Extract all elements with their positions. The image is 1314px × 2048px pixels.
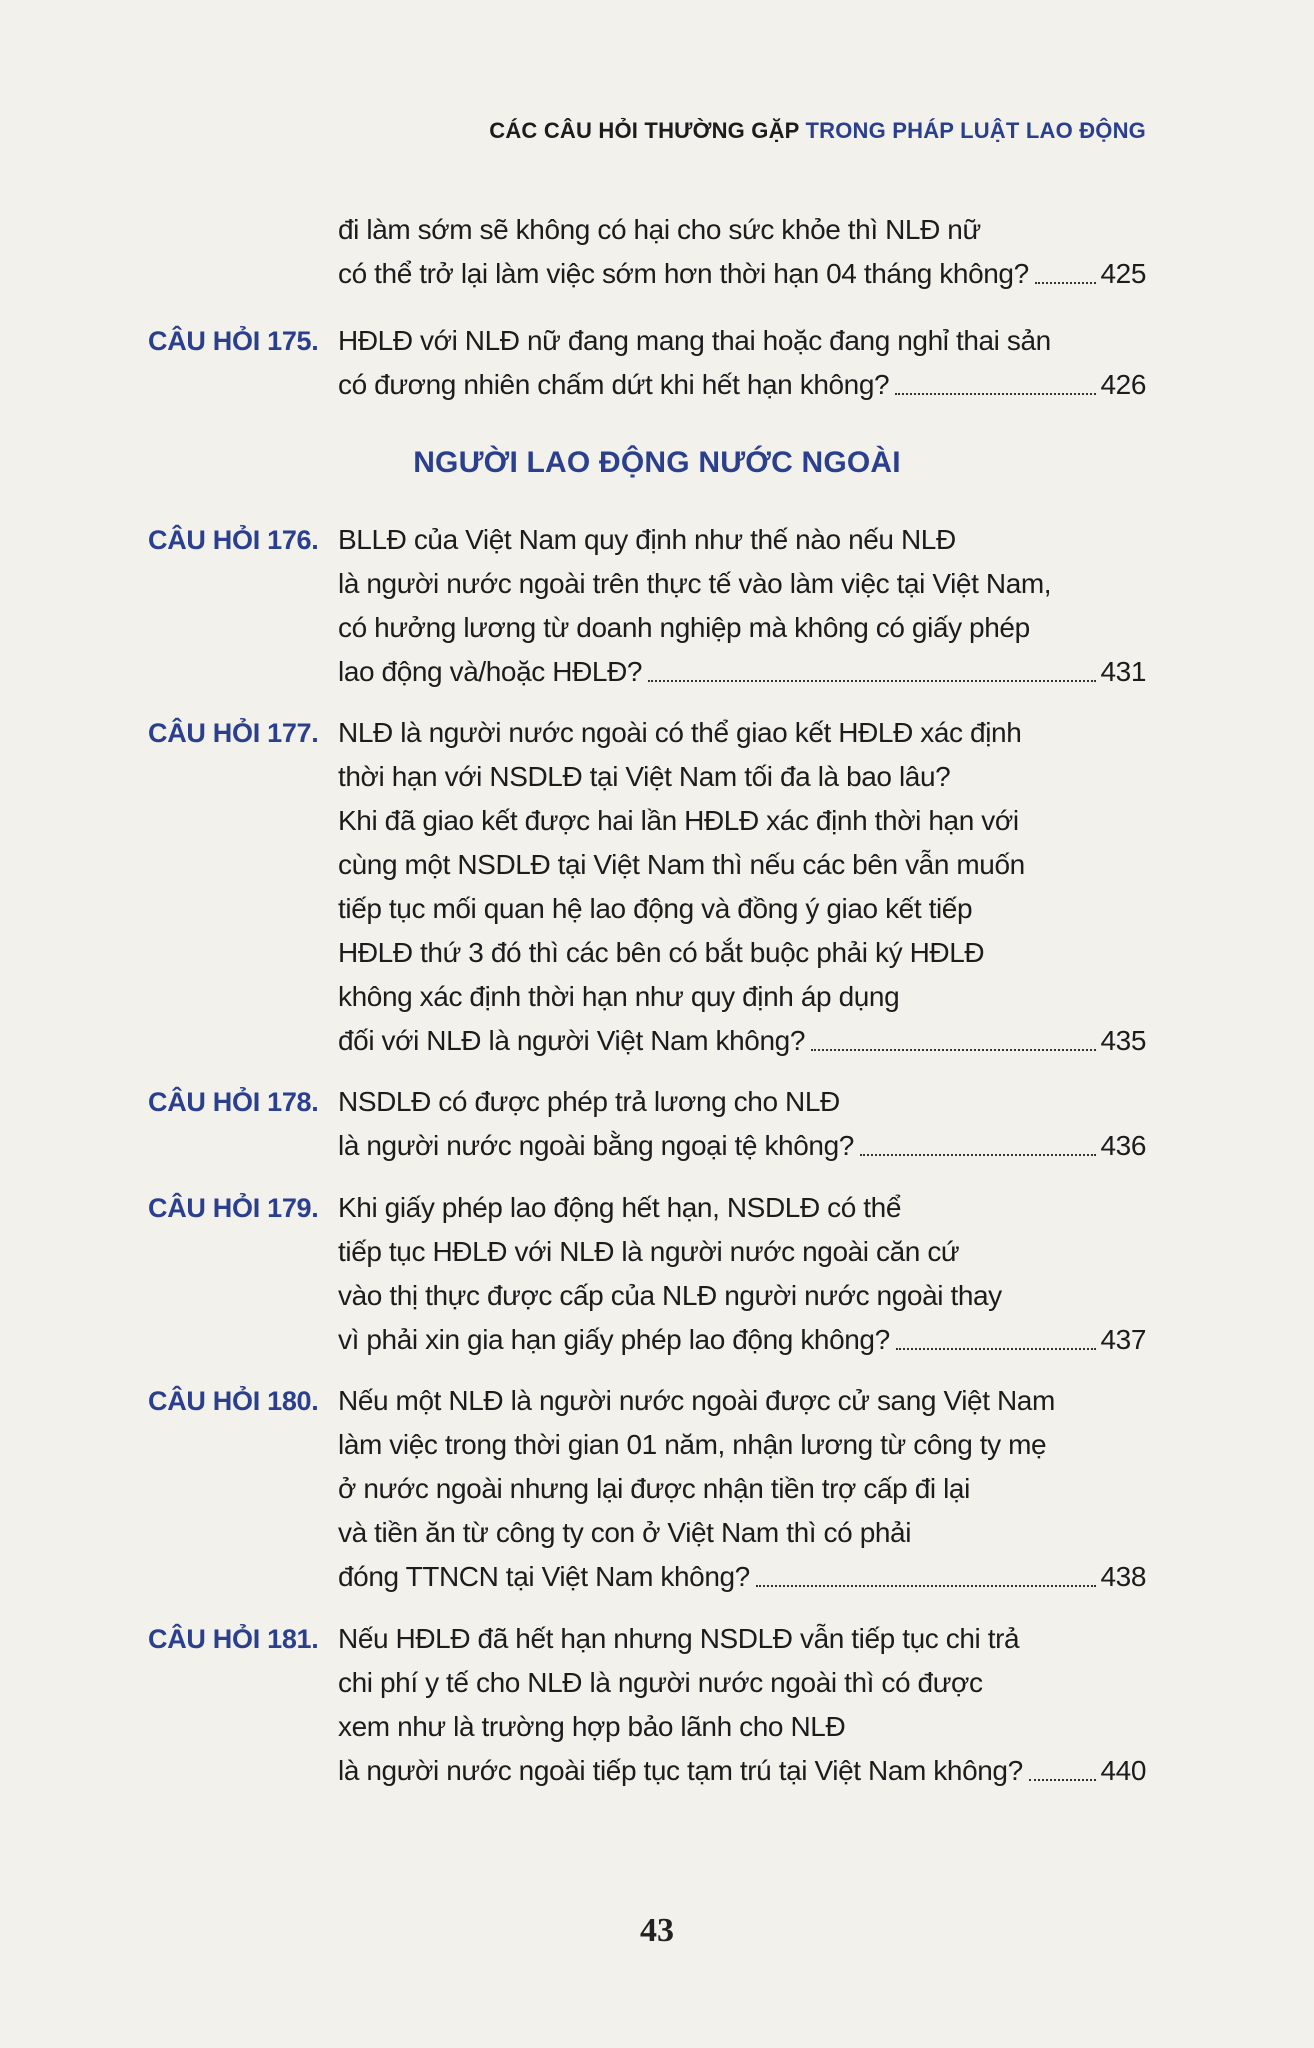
question-line: xem như là trường hợp bảo lãnh cho NLĐ [338,1711,846,1742]
running-header-part2: TRONG PHÁP LUẬT LAO ĐỘNG [805,118,1146,143]
dot-leader [648,650,1096,682]
question-line: NLĐ là người nước ngoài có thể giao kết HĐLĐ xác định [338,717,1022,748]
question-line: BLLĐ của Việt Nam quy định như thế nào nếu NLĐ [338,524,956,555]
question-line: vào thị thực được cấp của NLĐ người nước ngoài thay [338,1280,1002,1311]
dot-leader [756,1555,1097,1587]
question-line: NSDLĐ có được phép trả lương cho NLĐ [338,1086,840,1117]
dot-leader [811,1019,1096,1051]
question-text [338,1080,1146,1168]
question-line: có thể trở lại làm việc sớm hơn thời hạn 04 tháng không? [338,258,1029,289]
question-line: chi phí y tế cho NLĐ là người nước ngoài thì có được [338,1667,983,1698]
question-last-line [338,1749,1146,1793]
question-line: và tiền ăn từ công ty con ở Việt Nam thì có phải [338,1517,912,1548]
question-label: CÂU HỎI 179. [148,1193,319,1223]
question-line: là người nước ngoài bằng ngoại tệ không? [338,1130,854,1161]
question-line: có hưởng lương từ doanh nghiệp mà không có giấy phép [338,612,1030,643]
page-ref: 426 [1100,369,1146,400]
question-line: đối với NLĐ là người Việt Nam không? [338,1025,806,1056]
question-line: làm việc trong thời gian 01 năm, nhận lương từ công ty mẹ [338,1429,1047,1460]
question-text [338,1379,1146,1599]
question-line: ở nước ngoài nhưng lại được nhận tiền trợ cấp đi lại [338,1473,970,1504]
question-last-line [338,252,1146,296]
question-line: Nếu một NLĐ là người nước ngoài được cử sang Việt Nam [338,1385,1055,1416]
question-last-line [338,1555,1146,1599]
dot-leader [1035,252,1097,284]
question-label: CÂU HỎI 175. [148,326,319,356]
question-line: Khi giấy phép lao động hết hạn, NSDLĐ có thể [338,1192,902,1223]
question-label: CÂU HỎI 177. [148,718,319,748]
dot-leader [860,1124,1097,1156]
question-text [338,711,1146,1063]
question-line: cùng một NSDLĐ tại Việt Nam thì nếu các bên vẫn muốn [338,849,1025,880]
dot-leader [895,363,1096,395]
question-last-line [338,1318,1146,1362]
page-ref: 440 [1100,1755,1146,1786]
question-line: không xác định thời hạn như quy định áp dụng [338,981,900,1012]
question-text [338,518,1146,694]
section-heading: NGƯỜI LAO ĐỘNG NƯỚC NGOÀI [413,446,901,479]
question-last-line [338,363,1146,407]
page-number: 43 [640,1912,674,1949]
running-header-part1: CÁC CÂU HỎI THƯỜNG GẶP [489,118,800,143]
question-line: đi làm sớm sẽ không có hại cho sức khỏe thì NLĐ nữ [338,214,981,245]
question-line: Khi đã giao kết được hai lần HĐLĐ xác định thời hạn với [338,805,1019,836]
question-line: tiếp tục HĐLĐ với NLĐ là người nước ngoài căn cứ [338,1236,960,1267]
page-ref: 438 [1100,1561,1146,1592]
question-last-line [338,650,1146,694]
question-line: đóng TTNCN tại Việt Nam không? [338,1561,750,1592]
question-line: HĐLĐ thứ 3 đó thì các bên có bắt buộc phải ký HĐLĐ [338,937,985,968]
question-text [338,1617,1146,1793]
dot-leader [1029,1749,1097,1781]
question-label: CÂU HỎI 178. [148,1087,319,1117]
page-ref: 436 [1100,1130,1146,1161]
question-line: HĐLĐ với NLĐ nữ đang mang thai hoặc đang nghỉ thai sản [338,325,1051,356]
page-ref: 435 [1100,1025,1146,1056]
question-line: là người nước ngoài tiếp tục tạm trú tại Việt Nam không? [338,1755,1023,1786]
question-label: CÂU HỎI 176. [148,525,319,555]
question-line: tiếp tục mối quan hệ lao động và đồng ý giao kết tiếp [338,893,973,924]
question-text [338,319,1146,407]
dot-leader [896,1318,1097,1350]
page-ref: 437 [1100,1324,1146,1355]
question-label: CÂU HỎI 181. [148,1624,319,1654]
question-last-line [338,1019,1146,1063]
question-text [338,208,1146,296]
question-label: CÂU HỎI 180. [148,1386,319,1416]
question-line: có đương nhiên chấm dứt khi hết hạn không? [338,369,890,400]
page-ref: 431 [1100,656,1146,687]
question-text [338,1186,1146,1362]
page-ref: 425 [1100,258,1146,289]
question-line: vì phải xin gia hạn giấy phép lao động không? [338,1324,890,1355]
question-line: Nếu HĐLĐ đã hết hạn nhưng NSDLĐ vẫn tiếp tục chi trả [338,1623,1020,1654]
question-line: là người nước ngoài trên thực tế vào làm việc tại Việt Nam, [338,568,1052,599]
question-line: thời hạn với NSDLĐ tại Việt Nam tối đa là bao lâu? [338,761,951,792]
running-header [489,118,1146,144]
question-line: lao động và/hoặc HĐLĐ? [338,656,643,687]
question-last-line [338,1124,1146,1168]
